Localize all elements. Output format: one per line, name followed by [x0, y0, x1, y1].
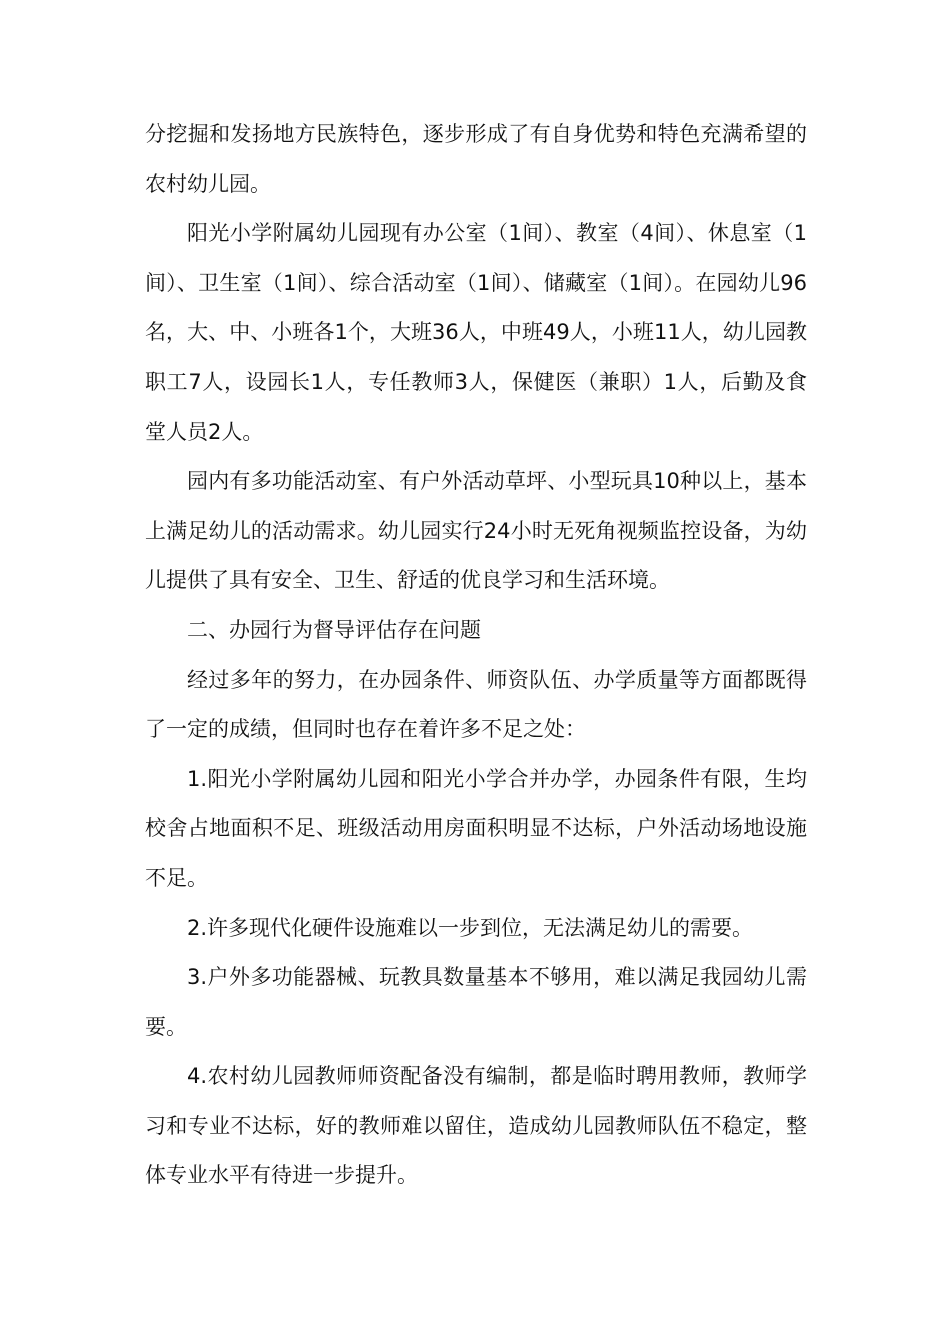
list-item-4: 4.农村幼儿园教师师资配备没有编制，都是临时聘用教师，教师学习和专业不达标，好的教师难以留住，造成幼儿园教师队伍不稳定，整体专业水平有待进一步提升。 [145, 1064, 807, 1188]
list-item-1: 1.阳光小学附属幼儿园和阳光小学合并办学，办园条件有限，生均校舍占地面积不足、班级活动用房面积明显不达标，户外活动场地设施不足。 [145, 766, 807, 890]
document-body [145, 110, 807, 1201]
paragraph-activity-rooms: 园内有多功能活动室、有户外活动草坪、小型玩具10种以上，基本上满足幼儿的活动需求。幼儿园实行24小时无死角视频监控设备，为幼儿提供了具有安全、卫生、舒适的优良学习和生活环境。 [145, 469, 807, 593]
list-item-3: 3.户外多功能器械、玩教具数量基本不够用，难以满足我园幼儿需要。 [145, 965, 807, 1039]
paragraph-facilities: 阳光小学附属幼儿园现有办公室（1间）、教室（4间）、休息室（1间）、卫生室（1间）、综合活动室（1间）、储藏室（1间）。在园幼儿96名，大、中、小班各1个，大班36人，中班49人，小班11人，幼儿园教职工7人，设园长1人，专任教师3人，保健医（兼职）1人，后勤及食堂人员2人。 [145, 221, 807, 444]
list-item-2: 2.许多现代化硬件设施难以一步到位，无法满足幼儿的需要。 [187, 915, 754, 940]
paragraph-continuation: 分挖掘和发扬地方民族特色，逐步形成了有自身优势和特色充满希望的农村幼儿园。 [145, 122, 807, 196]
paragraph-intro-problems: 经过多年的努力，在办园条件、师资队伍、办学质量等方面都既得了一定的成绩，但同时也存在着许多不足之处： [145, 667, 807, 742]
section-heading: 二、办园行为督导评估存在问题 [187, 617, 481, 642]
